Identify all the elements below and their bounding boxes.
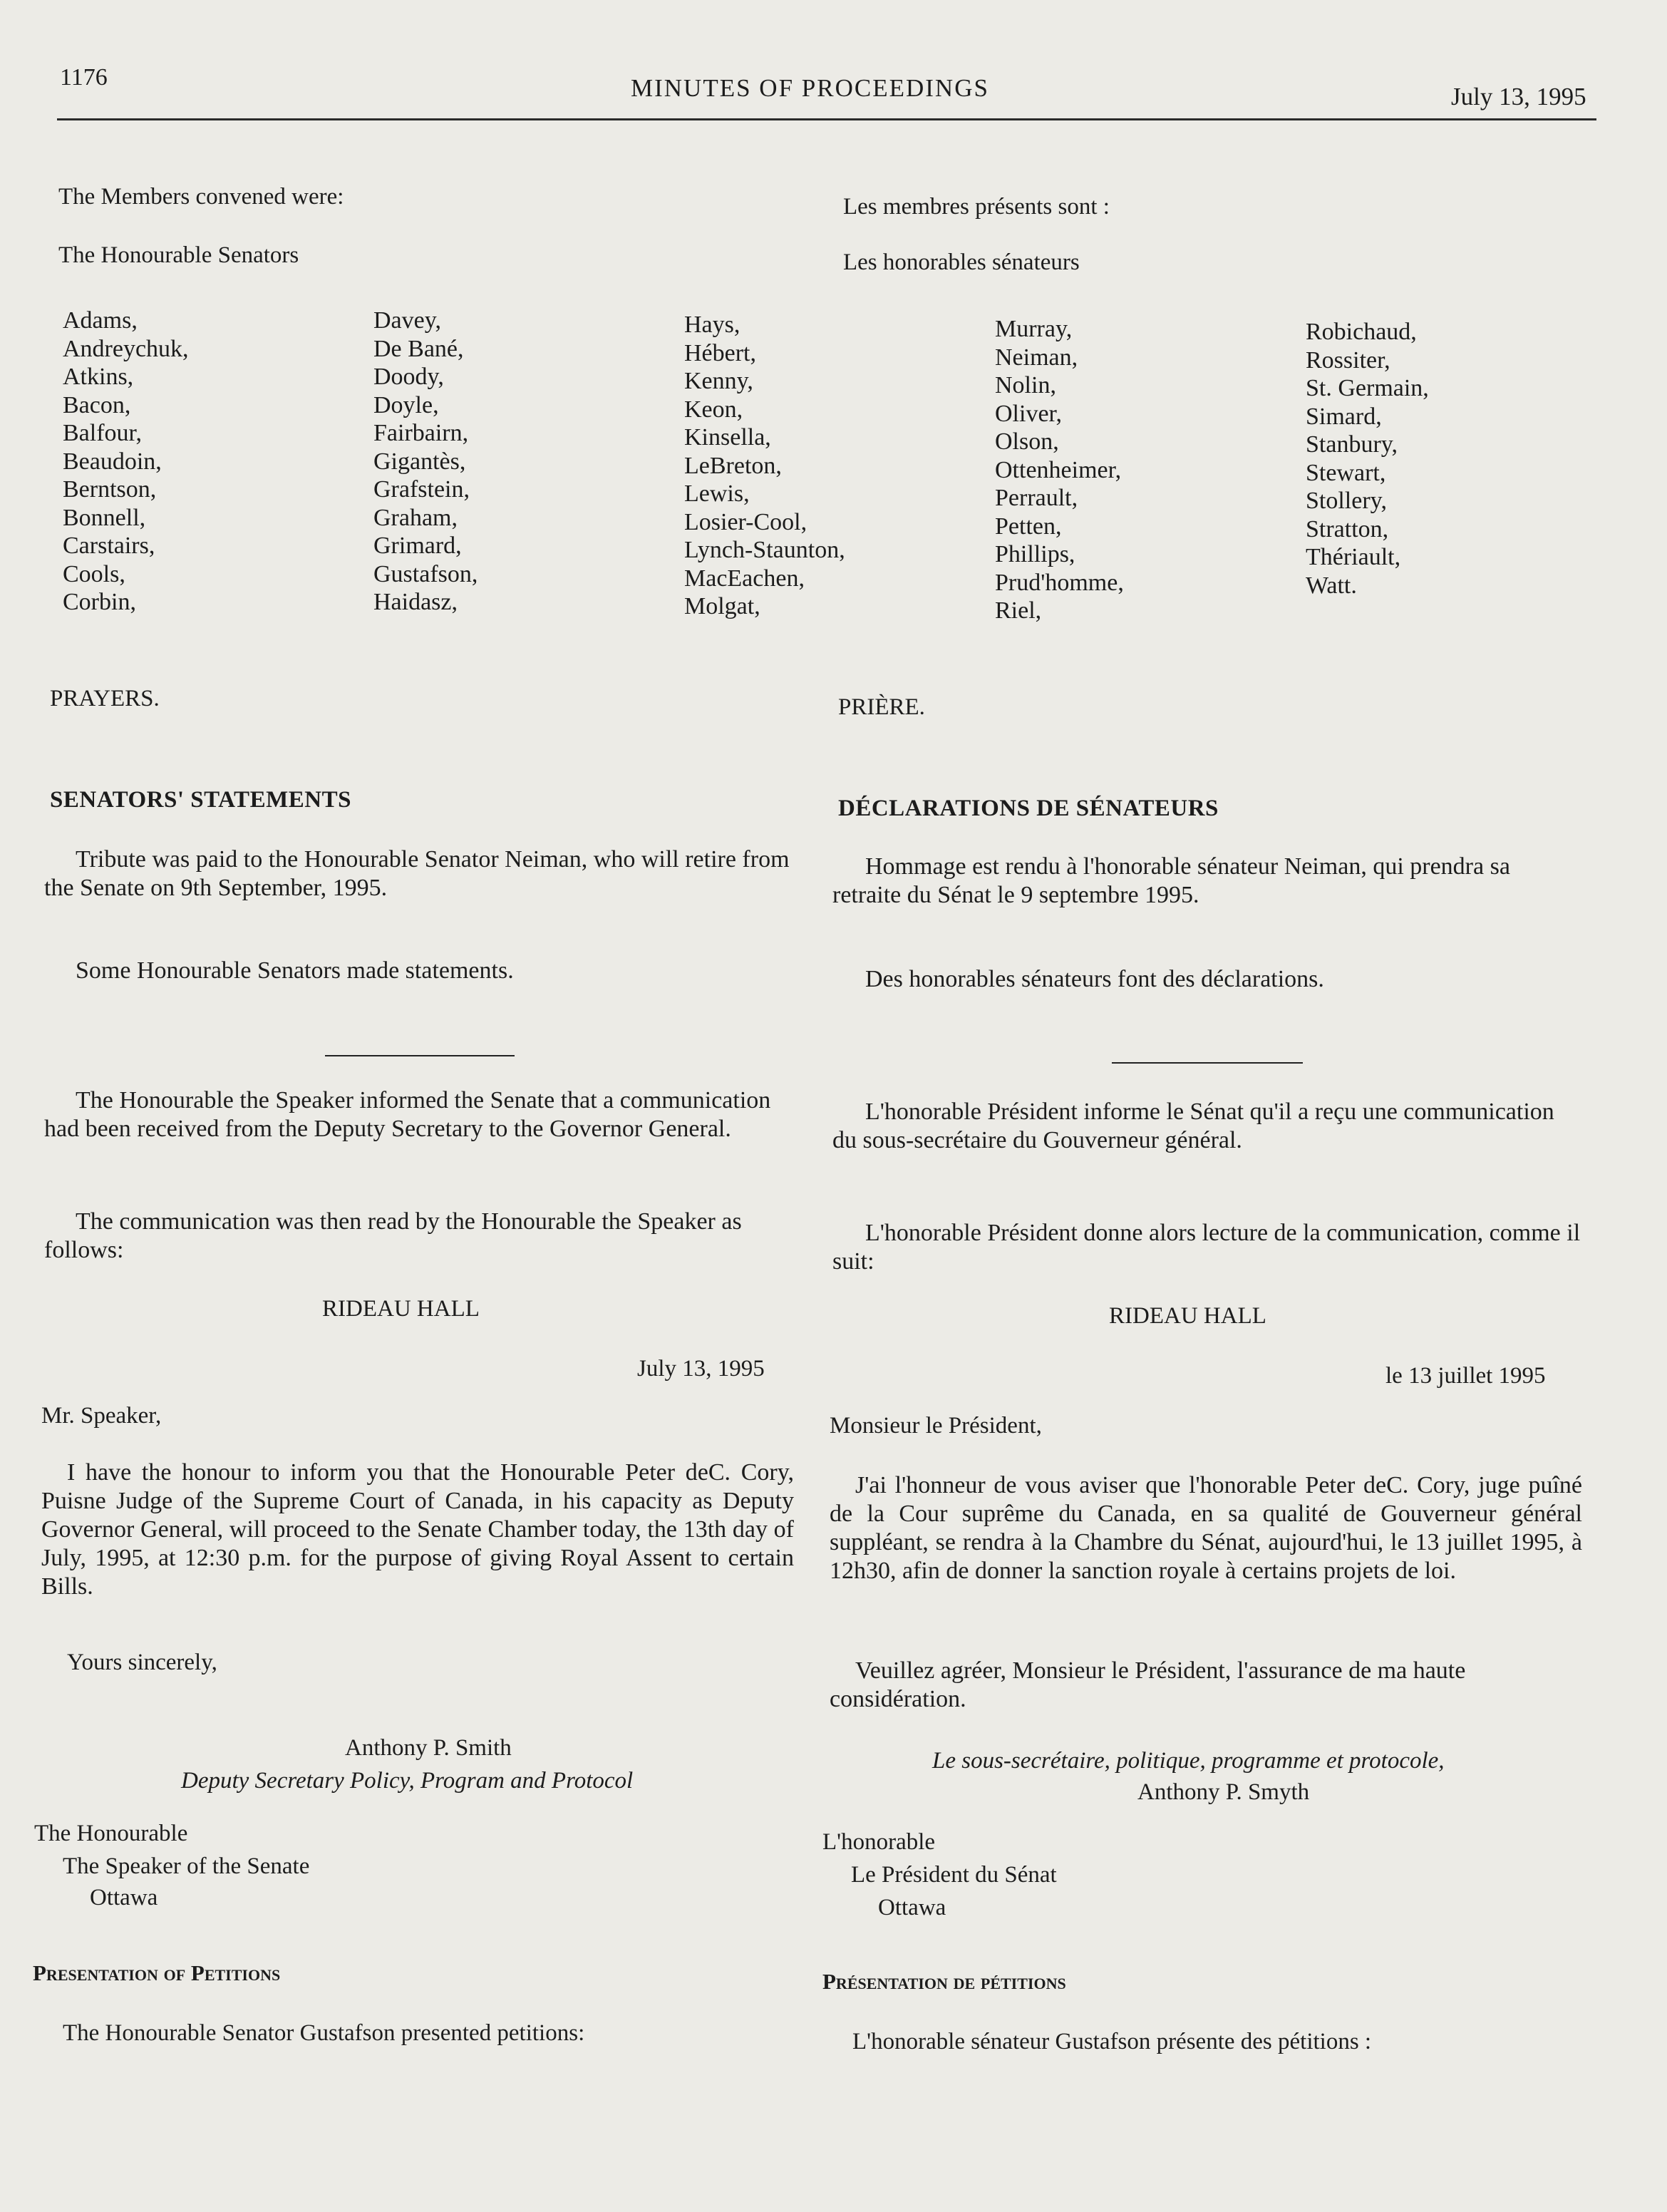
senator-name: Nolin,: [995, 372, 1056, 398]
senator-name: De Bané,: [373, 335, 464, 362]
petitions-heading-fr: Présentation de pétitions: [822, 1969, 1066, 1994]
senator-name: MacEachen,: [684, 565, 805, 592]
closing-en: Yours sincerely,: [67, 1650, 217, 1675]
senator-name: Stanbury,: [1306, 431, 1398, 458]
statements-heading-fr: DÉCLARATIONS DE SÉNATEURS: [838, 796, 1219, 821]
senator-name: Simard,: [1306, 403, 1382, 430]
senator-name: Prud'homme,: [995, 569, 1124, 596]
prayers-en: PRAYERS.: [50, 686, 160, 711]
senator-name: Hébert,: [684, 339, 757, 366]
senator-name: Perrault,: [995, 485, 1078, 511]
addressee-2-en: The Speaker of the Senate: [63, 1853, 310, 1879]
senator-name: Balfour,: [63, 420, 142, 446]
senator-name: Adams,: [63, 307, 138, 334]
addressee-3-en: Ottawa: [90, 1885, 158, 1910]
statements-heading-en: SENATORS' STATEMENTS: [50, 787, 351, 813]
senator-name: Atkins,: [63, 364, 134, 390]
statements-en: Some Honourable Senators made statements.: [76, 957, 514, 984]
senator-name: Corbin,: [63, 589, 136, 615]
senator-name: Andreychuk,: [63, 335, 189, 362]
senator-name: Molgat,: [684, 593, 760, 619]
signatory-title-fr: Le sous-secrétaire, politique, programme et protocole,: [932, 1748, 1445, 1774]
senator-name: Gustafson,: [373, 560, 478, 587]
tribute-fr: Hommage est rendu à l'honorable sénateur Neiman, qui prendra sa retraite du Sénat le 9 septembre 1995.: [832, 853, 1510, 908]
senator-name: Losier-Cool,: [684, 508, 807, 535]
addressee-2-fr: Le Président du Sénat: [851, 1862, 1057, 1888]
addressee-1-en: The Honourable: [34, 1821, 188, 1846]
communication-read-fr: L'honorable Président donne alors lecture de la communication, comme il suit:: [832, 1220, 1581, 1275]
senator-name: Murray,: [995, 316, 1073, 342]
senator-name: Haidasz,: [373, 589, 458, 615]
addressee-3-fr: Ottawa: [878, 1895, 946, 1920]
senator-name: Keon,: [684, 396, 743, 423]
senator-list-col4: [995, 315, 1124, 625]
senator-list-col1: [63, 307, 189, 617]
senator-name: Kenny,: [684, 368, 753, 394]
senator-name: Hays,: [684, 312, 740, 338]
senator-list-col5: [1306, 318, 1429, 600]
senator-name: Doody,: [373, 364, 444, 390]
petitions-heading-en: Presentation of Petitions: [33, 1960, 281, 1985]
senator-name: Robichaud,: [1306, 319, 1417, 345]
senator-name: Graham,: [373, 504, 458, 531]
members-intro-en: The Members convened were:: [58, 184, 344, 210]
senator-name: Oliver,: [995, 400, 1062, 427]
senator-name: Bonnell,: [63, 504, 146, 531]
senator-name: Fairbairn,: [373, 420, 469, 446]
senator-name: Rossiter,: [1306, 346, 1390, 374]
letter-body-fr: J'ai l'honneur de vous aviser que l'honorable Peter deC. Cory, juge puîné de la Cour suprême du Canada, en sa qualité de Gouverneur général suppléant, se rendra à la Chambre du Sénat, aujourd'hui, le 13 juillet 1995, à 12h30, afin de donner la sanction royale à certains projets de loi.: [830, 1472, 1582, 1584]
senator-name: Kinsella,: [684, 424, 771, 451]
closing-fr: Veuillez agréer, Monsieur le Président, l'assurance de ma haute considération.: [830, 1657, 1466, 1712]
senator-name: Olson,: [995, 428, 1059, 455]
salutation-fr: Monsieur le Président,: [830, 1413, 1042, 1439]
signatory-en: Anthony P. Smith: [345, 1735, 512, 1761]
letter-place-en: RIDEAU HALL: [322, 1296, 480, 1322]
senator-name: Berntson,: [63, 476, 157, 503]
senators-label-fr: Les honorables sénateurs: [843, 250, 1080, 275]
letter-place-fr: RIDEAU HALL: [1109, 1303, 1266, 1329]
senator-name: Cools,: [63, 560, 125, 587]
senator-list-col2: [373, 307, 478, 617]
header-rule: [57, 118, 1596, 120]
signatory-title-en: Deputy Secretary Policy, Program and Protocol: [181, 1768, 634, 1794]
senator-name: Thériault,: [1306, 544, 1401, 570]
senator-name: Stratton,: [1306, 515, 1389, 542]
page-number: 1176: [60, 64, 108, 91]
senator-name: Stewart,: [1306, 459, 1386, 486]
senator-list-col3: [684, 311, 845, 621]
running-title: MINUTES OF PROCEEDINGS: [631, 74, 989, 102]
senator-name: Grafstein,: [373, 476, 470, 503]
letter-body-en: I have the honour to inform you that the Honourable Peter deC. Cory, Puisne Judge of the Supreme Court of Canada, in his capacity as Deputy Governor General, will proceed to the Senate Chamber today, the 13th day of July, 1995, at 12:30 p.m. for the purpose of giving Royal Assent to certain Bills.: [41, 1459, 794, 1600]
senator-name: Neiman,: [995, 344, 1078, 371]
senator-name: Gigantès,: [373, 448, 466, 475]
statements-fr: Des honorables sénateurs font des déclarations.: [865, 966, 1324, 992]
senator-name: Davey,: [373, 307, 442, 334]
addressee-1-fr: L'honorable: [822, 1829, 936, 1855]
senator-name: Stollery,: [1306, 488, 1387, 514]
senator-name: Lewis,: [684, 480, 750, 507]
petitions-text-fr: L'honorable sénateur Gustafson présente des pétitions :: [852, 2029, 1372, 2054]
header-date: July 13, 1995: [1451, 83, 1586, 110]
speaker-informed-en: The Honourable the Speaker informed the Senate that a communication had been received from the Deputy Secretary to the Governor General.: [44, 1087, 771, 1142]
petitions-text-en: The Honourable Senator Gustafson presented petitions:: [63, 2020, 585, 2046]
senator-name: Beaudoin,: [63, 448, 162, 475]
members-intro-fr: Les membres présents sont :: [843, 194, 1110, 220]
senator-name: Phillips,: [995, 541, 1075, 567]
senator-name: Riel,: [995, 597, 1042, 624]
communication-read-en: The communication was then read by the Honourable the Speaker as follows:: [44, 1208, 742, 1263]
senator-name: St. Germain,: [1306, 375, 1429, 401]
senator-name: Lynch-Staunton,: [684, 537, 845, 563]
section-separator: [1112, 1062, 1303, 1064]
signatory-fr: Anthony P. Smyth: [1137, 1779, 1310, 1805]
prayers-fr: PRIÈRE.: [838, 694, 925, 720]
letter-date-fr: le 13 juillet 1995: [1385, 1363, 1546, 1389]
letter-date-en: July 13, 1995: [637, 1356, 765, 1382]
senator-name: Grimard,: [373, 533, 462, 559]
tribute-en: Tribute was paid to the Honourable Senator Neiman, who will retire from the Senate on 9th September, 1995.: [44, 846, 790, 901]
speaker-informed-fr: L'honorable Président informe le Sénat qu'il a reçu une communication du sous-secrétaire du Gouverneur général.: [832, 1099, 1554, 1153]
senator-name: Carstairs,: [63, 533, 155, 559]
section-separator: [325, 1055, 515, 1056]
senators-label-en: The Honourable Senators: [58, 242, 299, 268]
senator-name: Petten,: [995, 513, 1062, 540]
salutation-en: Mr. Speaker,: [41, 1403, 162, 1429]
senator-name: Doyle,: [373, 391, 439, 418]
senator-name: Ottenheimer,: [995, 456, 1122, 483]
senator-name: Watt.: [1306, 572, 1357, 599]
senator-name: Bacon,: [63, 391, 131, 418]
senator-name: LeBreton,: [684, 452, 782, 479]
